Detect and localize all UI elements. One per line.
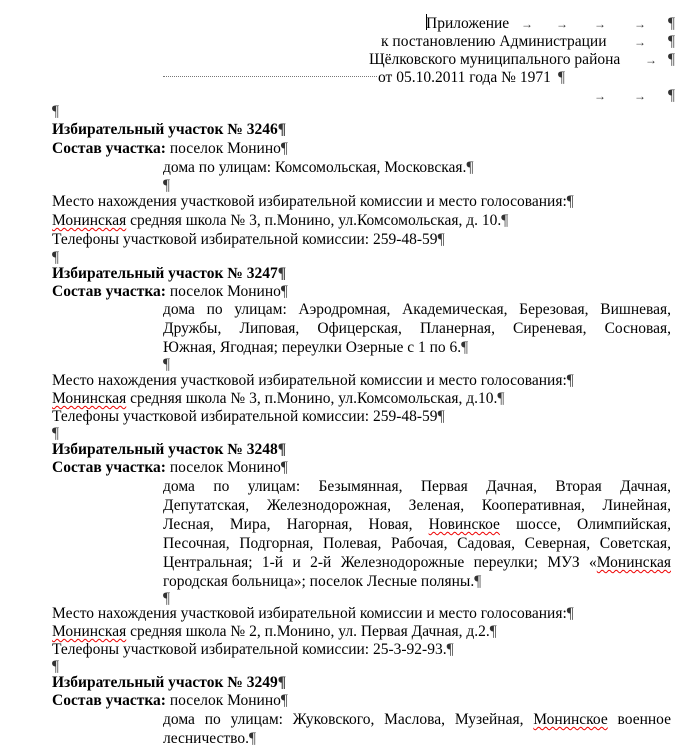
location-label: Место нахождения участковой избирательной комиссии и место голосования:¶ [52, 193, 574, 210]
composition-line: Состав участка: поселок Монино¶ [52, 283, 288, 300]
paragraph-mark: ¶ [668, 15, 676, 32]
paragraph-mark: ¶ [52, 425, 60, 442]
section-title: Избирательный участок № 3249¶ [52, 674, 287, 691]
location-address: Монинская средняя школа № 3, п.Монино, ул.Комсомольская, д. 10.¶ [52, 212, 509, 229]
paragraph-mark: ¶ [558, 69, 566, 86]
tab-arrow-icon: → [521, 17, 533, 31]
paragraph-mark: ¶ [163, 590, 171, 607]
paragraph-mark: ¶ [52, 103, 60, 120]
header-resolution: к постановлению Администрации [381, 33, 607, 50]
composition-line: Состав участка: поселок Монино¶ [52, 140, 288, 157]
header-date: от 05.10.2011 года № 1971 [378, 69, 551, 86]
tab-arrow-icon: → [556, 17, 568, 31]
street-list-line: Центральная; 1-й и 2-й Железнодорожные переулки; МУЗ «Монинская [163, 554, 671, 571]
paragraph-mark: ¶ [668, 87, 676, 104]
street-list-line: дома по улицам: Безымянная, Первая Дачная, Вторая Дачная, [163, 478, 671, 495]
section-title: Избирательный участок № 3246¶ [52, 121, 287, 138]
paragraph-mark: ¶ [668, 51, 676, 68]
composition-line: Состав участка: поселок Монино¶ [52, 459, 288, 476]
tab-arrow-icon: → [645, 53, 657, 67]
street-list-line: Песочная, Подгорная, Полевая, Рабочая, Садовая, Северная, Советская, [163, 535, 671, 552]
paragraph-mark: ¶ [163, 177, 171, 194]
street-list-line: Южная, Ягодная; переулки Озерные с 1 по 6.¶ [163, 339, 469, 356]
composition-line: Состав участка: поселок Монино¶ [52, 692, 288, 709]
section-title: Избирательный участок № 3248¶ [52, 441, 287, 458]
paragraph-mark: ¶ [163, 356, 171, 373]
header-line-3 [0, 50, 693, 70]
commission-phones: Телефоны участковой избирательной комиссии: 259-48-59¶ [52, 408, 445, 425]
street-list-line: городская больница»; поселок Лесные поляны.¶ [163, 573, 482, 590]
tab-arrow-icon: → [634, 35, 646, 49]
header-line-2 [0, 32, 693, 52]
paragraph-mark: ¶ [52, 249, 60, 266]
section-title: Избирательный участок № 3247¶ [52, 265, 287, 282]
location-address: Монинская средняя школа № 2, п.Монино, ул. Первая Дачная, д.2.¶ [52, 623, 497, 640]
location-label: Место нахождения участковой избирательной комиссии и место голосования:¶ [52, 372, 574, 389]
paragraph-mark: ¶ [668, 33, 676, 50]
header-line-1 [0, 14, 693, 34]
street-list-line: Депутатская, Железнодорожная, Зеленая, Кооперативная, Линейная, [163, 497, 671, 514]
header-line-4 [0, 68, 693, 88]
location-address: Монинская средняя школа № 3, п.Монино, ул.Комсомольская, д.10.¶ [52, 390, 505, 407]
street-list-line: Дружбы, Липовая, Офицерская, Планерная, Сиреневая, Сосновая, [163, 320, 671, 337]
header-district: Щёлковского муниципального района [369, 51, 621, 68]
tab-arrow-icon: → [634, 89, 646, 103]
street-list-line: дома по улицам: Жуковского, Маслова, Музейная, Монинское военное [163, 711, 671, 728]
tab-arrow-icon: → [634, 17, 646, 31]
location-label: Место нахождения участковой избирательной комиссии и место голосования:¶ [52, 605, 574, 622]
commission-phones: Телефоны участковой избирательной комиссии: 25-3-92-93.¶ [52, 641, 454, 658]
street-list-line: Лесная, Мира, Нагорная, Новая, Новинское шоссе, Олимпийская, [163, 516, 671, 533]
tab-arrow-icon: → [594, 17, 606, 31]
street-list: дома по улицам: Комсомольская, Московская.¶ [163, 159, 474, 176]
header-line-5 [0, 86, 693, 106]
paragraph-mark: ¶ [52, 658, 60, 675]
street-list-line: дома по улицам: Аэродромная, Академическая, Березовая, Вишневая, [163, 301, 671, 318]
street-list-line: лесничество.¶ [163, 730, 257, 747]
commission-phones: Телефоны участковой избирательной комиссии: 259-48-59¶ [52, 231, 445, 248]
header-appendix: Приложение [426, 15, 510, 32]
tab-arrow-icon: → [594, 89, 606, 103]
dotted-tab-leader [163, 76, 377, 77]
